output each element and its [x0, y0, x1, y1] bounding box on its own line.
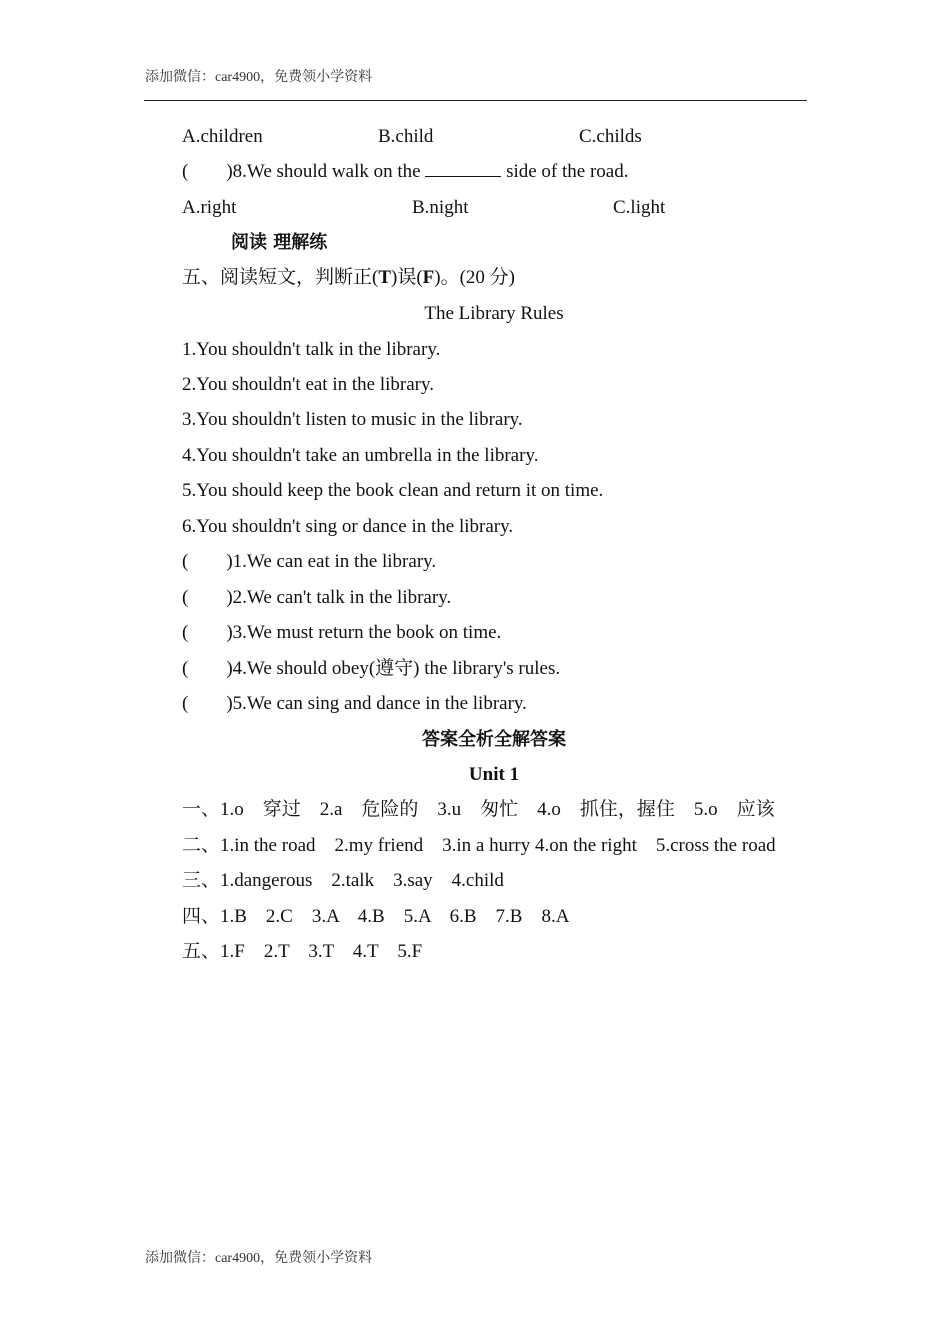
rule-item: 5.You should keep the book clean and return it on time. — [182, 480, 604, 501]
answer-line: 四、1.B 2.C 3.A 4.B 5.A 6.B 7.B 8.A — [182, 906, 570, 927]
tf-question: ( )5.We can sing and dance in the library. — [182, 693, 527, 714]
answer-line: 一、1.o 穿过 2.a 危险的 3.u 匆忙 4.o 抓住，握住 5.o 应该 — [182, 799, 775, 820]
reading-heading: 阅读 理解练 — [231, 232, 328, 253]
rule-item: 2.You shouldn't eat in the library. — [182, 374, 434, 395]
fill-blank[interactable] — [425, 160, 501, 177]
q8-text-before: )8.We should walk on the — [226, 161, 426, 182]
rule-item: 4.You shouldn't take an umbrella in the library. — [182, 445, 539, 466]
q8-option-b: B.night — [412, 197, 469, 218]
tf-question: ( )2.We can't talk in the library. — [182, 587, 452, 608]
q7-option-b: B.child — [378, 126, 434, 147]
rule-item: 1.You shouldn't talk in the library. — [182, 339, 441, 360]
footer-note: 添加微信：car4900，免费领小学资料 — [145, 1251, 373, 1266]
q8-option-a: A.right — [182, 197, 237, 218]
tf-question: ( )4.We should obey(遵守) the library's rules. — [182, 658, 561, 679]
answers-heading: 答案全析全解答案 — [422, 729, 566, 750]
rule-item: 3.You shouldn't listen to music in the library. — [182, 409, 523, 430]
q7-option-c: C.childs — [579, 126, 642, 147]
answer-paren: ( — [182, 161, 189, 182]
header-note: 添加微信：car4900，免费领小学资料 — [145, 70, 373, 85]
section-5-title: 五、阅读短文，判断正(T)误(F)。(20 分) — [182, 267, 516, 288]
q8-text-after: side of the road. — [501, 161, 629, 182]
answer-line: 三、1.dangerous 2.talk 3.say 4.child — [182, 870, 504, 891]
answer-line: 二、1.in the road 2.my friend 3.in a hurry 4.on the right 5.cross the road — [182, 835, 776, 856]
tf-question: ( )3.We must return the book on time. — [182, 622, 502, 643]
answer-line: 五、1.F 2.T 3.T 4.T 5.F — [182, 941, 423, 962]
header-divider — [144, 100, 807, 101]
q7-option-a: A.children — [182, 126, 263, 147]
q8-question — [182, 160, 628, 184]
passage-title: The Library Rules — [424, 303, 564, 324]
answers-unit: Unit 1 — [468, 764, 520, 785]
rule-item: 6.You shouldn't sing or dance in the library. — [182, 516, 514, 537]
q8-option-c: C.light — [613, 197, 666, 218]
tf-question: ( )1.We can eat in the library. — [182, 551, 437, 572]
